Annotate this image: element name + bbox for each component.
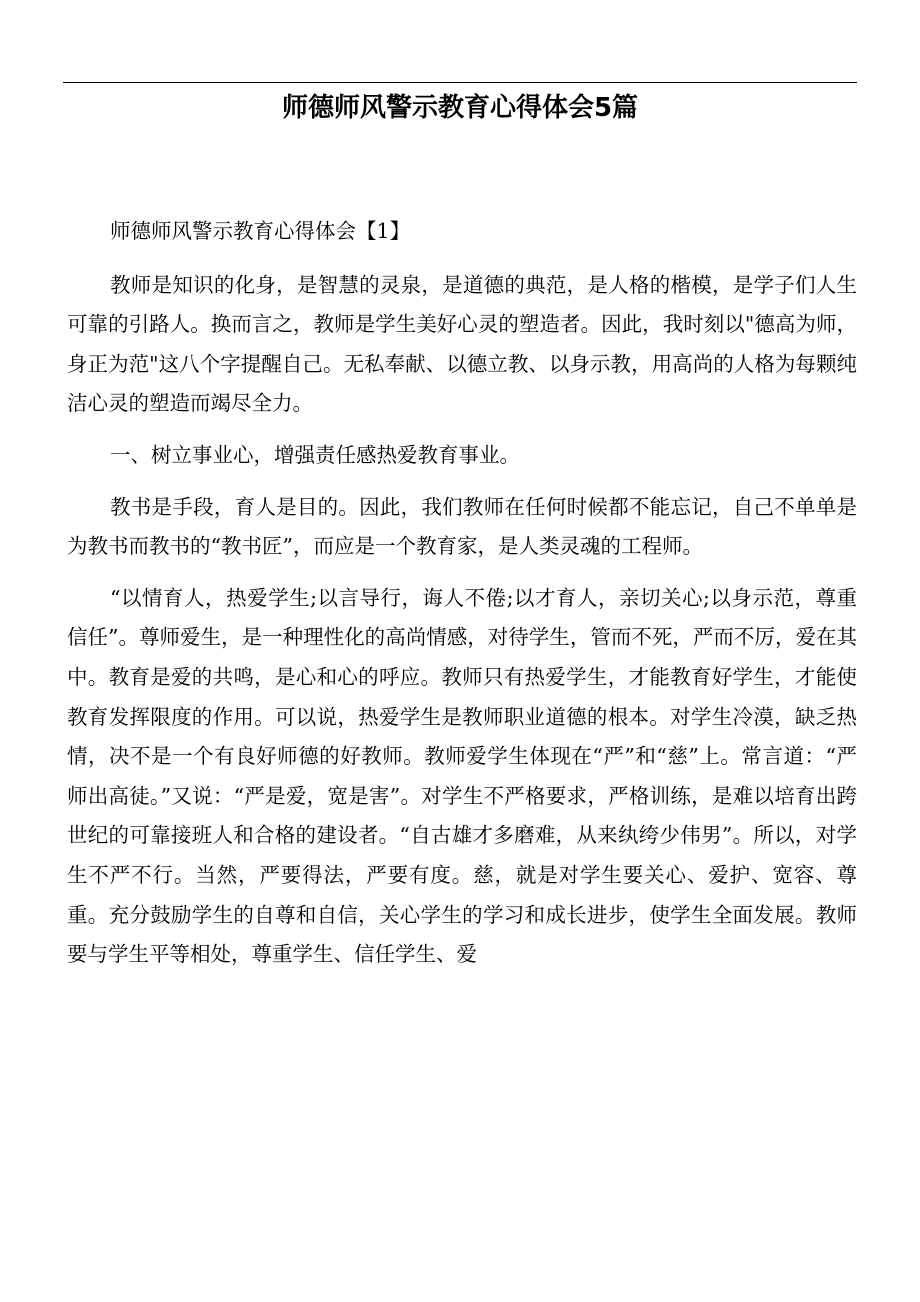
paragraph: 教书是手段，育人是目的。因此，我们教师在任何时候都不能忘记，自己不单单是为教书而教书的“教书匠”，而应是一个教育家，是人类灵魂的工程师。	[67, 494, 857, 559]
paragraph: 教师是知识的化身，是智慧的灵泉，是道德的典范，是人格的楷模，是学子们人生可靠的引路人。换而言之，教师是学生美好心灵的塑造者。因此，我时刻以"德高为师，身正为范"这八个字提醒自己。无私奉献、以德立教、以身示教，用高尚的人格为每颗纯洁心灵的塑造而竭尽全力。	[67, 272, 857, 416]
paragraph: 一、树立事业心，增强责任感热爱教育事业。	[110, 442, 521, 467]
paragraph: “以情育人，热爱学生;以言导行，诲人不倦;以才育人，亲切关心;以身示范，尊重信任”。尊师爱生，是一种理性化的高尚情感，对待学生，管而不死，严而不厉，爱在其中。教育是爱的共鸣，是心和心的呼应。教师只有热爱学生，才能教育好学生，才能使教育发挥限度的作用。可以说，热爱学生是教师职业道德的根本。对学生冷漠，缺乏热情，决不是一个有良好师德的好教师。教师爱学生体现在“严”和“慈”上。常言道：“严师出高徒。”又说：“严是爱，宽是害”。对学生不严格要求，严格训练，是难以培育出跨世纪的可靠接班人和合格的建设者。“自古雄才多磨难，从来纨绔少伟男”。所以，对学生不严不行。当然，严要得法，严要有度。慈，就是对学生要关心、爱护、宽容、尊重。充分鼓励学生的自尊和自信，关心学生的学习和成长进步，使学生全面发展。教师要与学生平等相处，尊重学生、信任学生、爱	[67, 585, 857, 967]
document-body	[67, 212, 857, 987]
header-rule	[63, 82, 857, 83]
section-heading: 师德师风警示教育心得体会【1】	[110, 219, 411, 243]
document-title: 师德师风警示教育心得体会5篇	[281, 93, 639, 123]
